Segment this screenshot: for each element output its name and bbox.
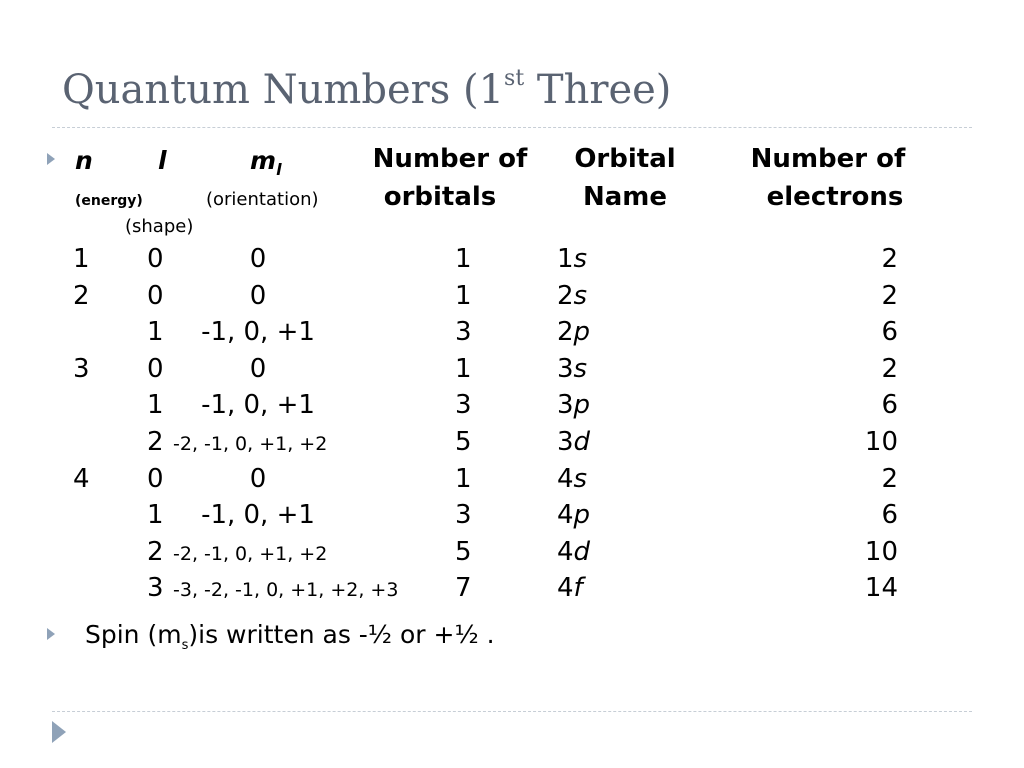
cell-electrons: 2 <box>881 354 898 384</box>
orbital-letter: p <box>573 390 591 420</box>
header-orbital-name-line2: Name <box>582 182 668 212</box>
cell-l: 1 <box>147 317 164 347</box>
cell-n: 3 <box>73 354 90 384</box>
cell-l: 3 <box>147 573 164 603</box>
cell-electrons: 2 <box>881 281 898 311</box>
cell-ml: -2, -1, 0, +1, +2 <box>173 433 328 455</box>
cell-orbital-name: 3s <box>557 354 588 384</box>
orbital-letter: d <box>573 537 591 567</box>
orbital-letter: s <box>573 464 588 494</box>
cell-orbitals: 5 <box>455 537 472 567</box>
cell-orbital-name: 4s <box>557 464 588 494</box>
cell-l: 0 <box>147 244 164 274</box>
cell-orbitals: 1 <box>455 354 472 384</box>
header-number-of-orbitals-line1: Number of <box>372 144 528 174</box>
header-number-of-electrons-line2: electrons <box>766 182 904 212</box>
cell-ml: -2, -1, 0, +1, +2 <box>173 543 328 565</box>
cell-orbital-name: 1s <box>557 244 588 274</box>
cell-ml: -1, 0, +1 <box>201 500 315 530</box>
header-ml-subscript: l <box>276 160 282 179</box>
cell-electrons: 2 <box>881 244 898 274</box>
cell-orbital-name: 2s <box>557 281 588 311</box>
cell-electrons: 2 <box>881 464 898 494</box>
cell-orbitals: 7 <box>455 573 472 603</box>
cell-l: 1 <box>147 390 164 420</box>
orbital-letter: s <box>573 244 588 274</box>
cell-l: 1 <box>147 500 164 530</box>
title-divider <box>52 127 972 128</box>
cell-l: 0 <box>147 354 164 384</box>
cell-ml: -1, 0, +1 <box>201 317 315 347</box>
cell-ml: -1, 0, +1 <box>201 390 315 420</box>
spin-note: Spin $(m_s)is$ written as -½ or +½ . <box>85 620 495 653</box>
orbital-letter: p <box>573 317 591 347</box>
cell-ml: 0 <box>249 354 267 384</box>
bullet-arrow-icon <box>47 628 55 640</box>
cell-n: 1 <box>73 244 90 274</box>
title-superscript: st <box>504 65 525 91</box>
cell-l: 0 <box>147 281 164 311</box>
cell-orbital-name: 3d <box>557 427 591 457</box>
header-n: n <box>75 146 93 175</box>
cell-ml: 0 <box>249 244 267 274</box>
cell-orbitals: 3 <box>455 317 472 347</box>
header-shape-note: (shape) <box>125 216 194 237</box>
cell-electrons: 14 <box>864 573 898 603</box>
cell-orbitals: 5 <box>455 427 472 457</box>
cell-electrons: 6 <box>881 500 898 530</box>
orbital-letter: s <box>573 354 588 384</box>
cell-electrons: 6 <box>881 317 898 347</box>
orbital-letter: s <box>573 281 588 311</box>
header-orientation-note: (orientation) <box>206 189 319 210</box>
cell-n: 4 <box>73 464 90 494</box>
orbital-letter: d <box>573 427 591 457</box>
cell-orbitals: 3 <box>455 500 472 530</box>
cell-l: 2 <box>147 427 164 457</box>
cell-orbital-name: 2p <box>557 317 591 347</box>
header-number-of-electrons-line1: Number of <box>750 144 906 174</box>
cell-ml: 0 <box>249 464 267 494</box>
header-ml: $m_l$ <box>250 146 282 179</box>
cell-l: 0 <box>147 464 164 494</box>
header-number-of-orbitals-line2: orbitals <box>383 182 497 212</box>
cell-orbital-name: 3p <box>557 390 591 420</box>
cell-electrons: 10 <box>864 427 898 457</box>
bullet-arrow-icon <box>47 153 55 165</box>
cell-ml: -3, -2, -1, 0, +1, +2, +3 <box>173 579 399 601</box>
slide-title: Quantum Numbers (1st Three) <box>62 65 672 113</box>
cell-l: 2 <box>147 537 164 567</box>
footer-divider <box>52 711 972 712</box>
orbital-letter: f <box>573 573 583 603</box>
cell-orbital-name: 4d <box>557 537 591 567</box>
cell-orbitals: 1 <box>455 464 472 494</box>
cell-electrons: 6 <box>881 390 898 420</box>
orbital-letter: p <box>573 500 591 530</box>
cell-orbitals: 3 <box>455 390 472 420</box>
cell-electrons: 10 <box>864 537 898 567</box>
cell-orbitals: 1 <box>455 281 472 311</box>
cell-ml: 0 <box>249 281 267 311</box>
cell-n: 2 <box>73 281 90 311</box>
header-l: l <box>158 146 167 175</box>
cell-orbital-name: 4f <box>557 573 583 603</box>
header-orbital-name-line1: Orbital <box>574 144 676 174</box>
cell-orbital-name: 4p <box>557 500 591 530</box>
cell-orbitals: 1 <box>455 244 472 274</box>
header-energy-note: (energy) <box>75 193 143 209</box>
footer-arrow-icon <box>52 721 66 743</box>
spin-subscript: s <box>181 638 189 653</box>
